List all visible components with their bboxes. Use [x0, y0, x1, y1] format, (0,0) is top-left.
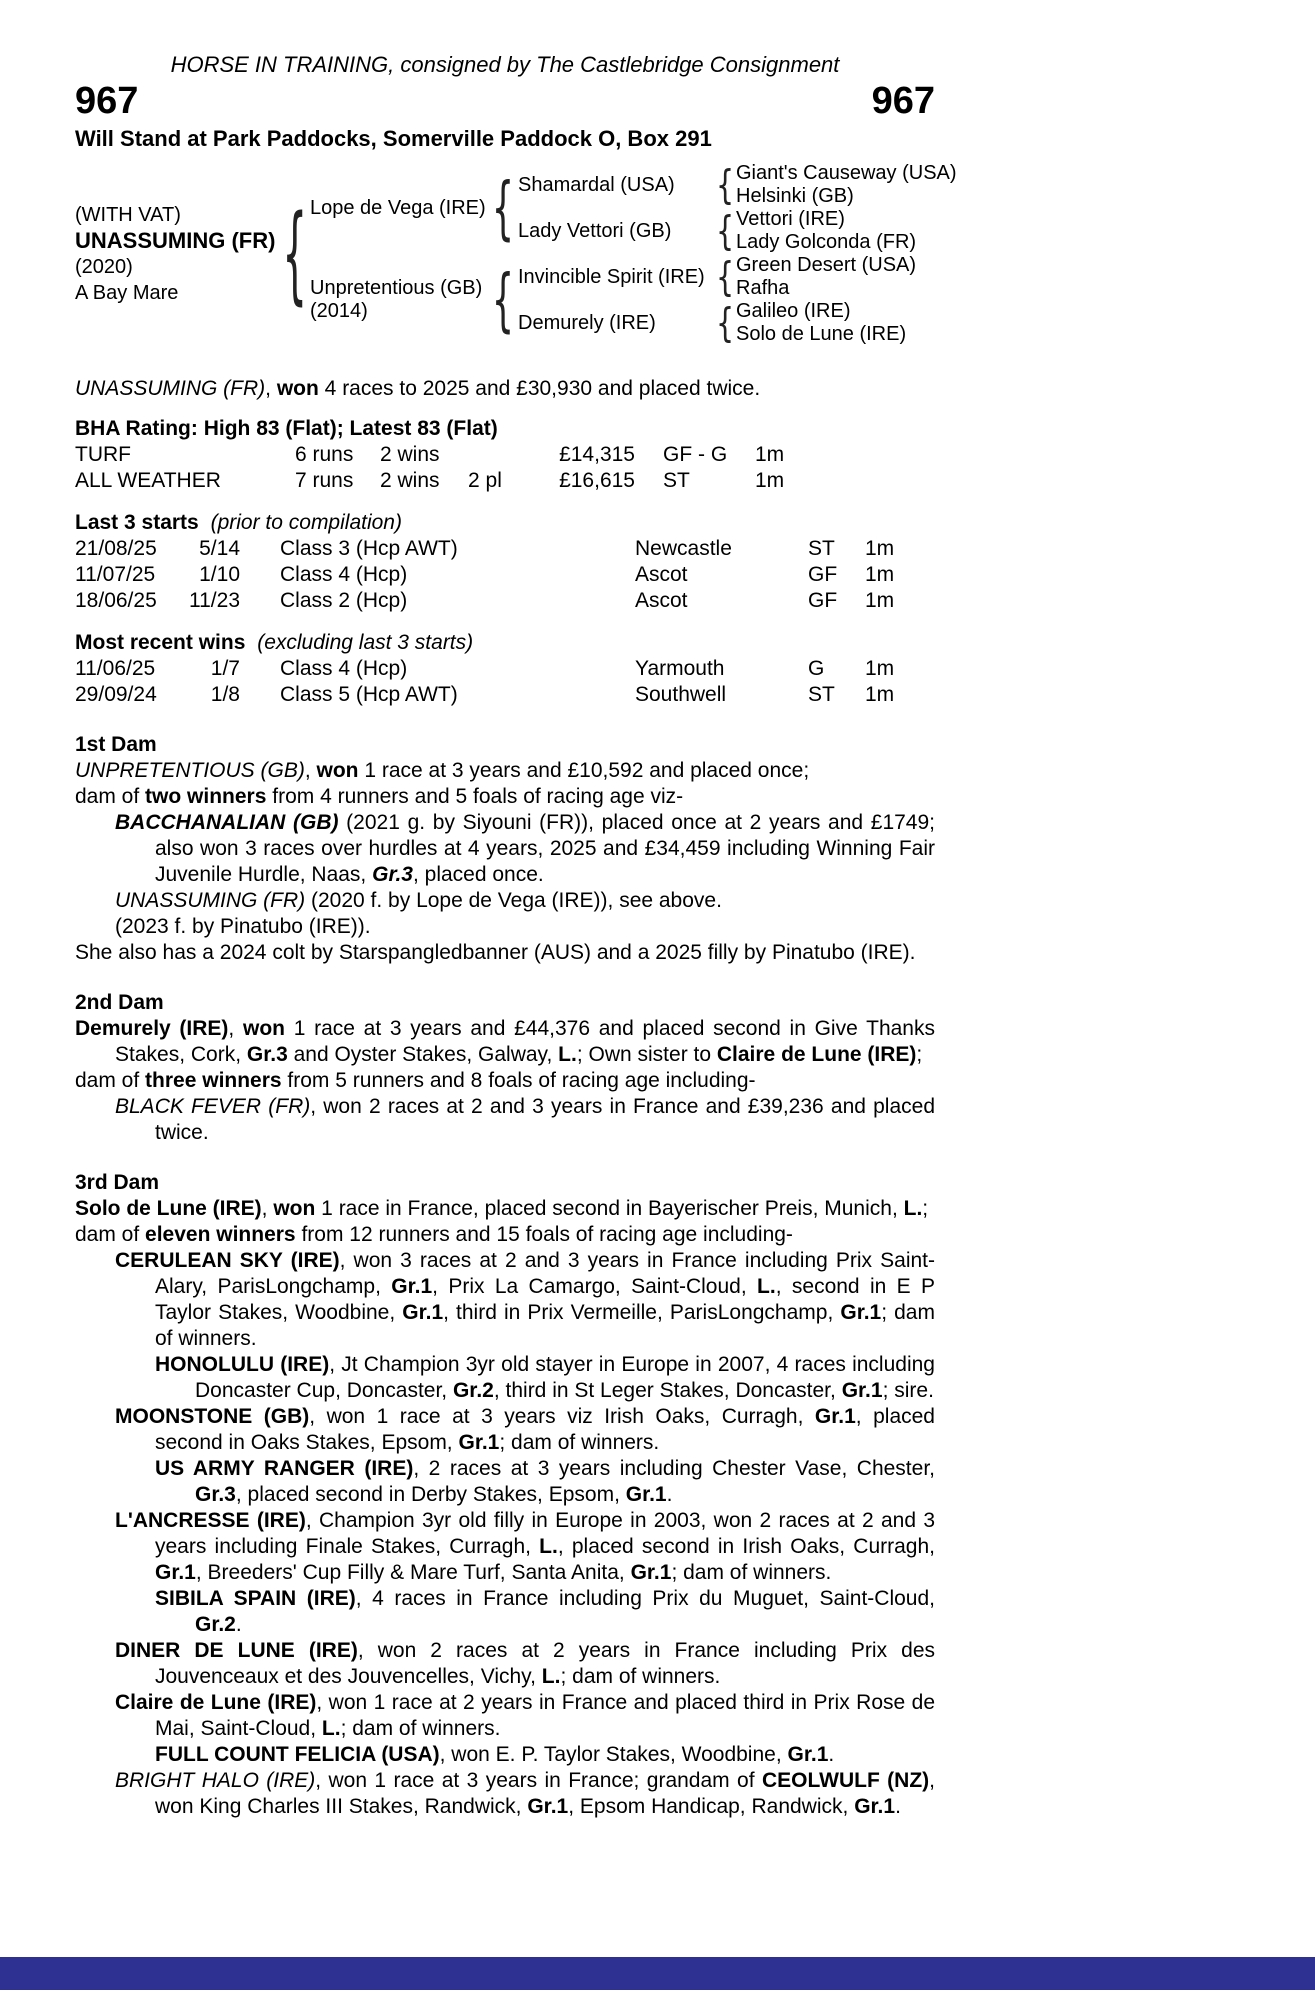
horse-name: UNASSUMING (FR) [75, 228, 276, 253]
distance-cell: 1m [755, 469, 785, 492]
horse-colour-sex: A Bay Mare [75, 282, 179, 304]
produce-paragraph: MOONSTONE (GB), won 1 race at 3 years viz Irish Oaks, Curragh, Gr.1, placed second in Oaks Stakes, Epsom, Gr.1; dam of winners. [115, 1405, 935, 1454]
going-cell: GF [808, 563, 838, 586]
race-cell: Class 5 (Hcp AWT) [280, 683, 458, 706]
great-grandparent-name: Galileo (IRE) [736, 300, 851, 322]
start-row [75, 536, 935, 562]
position-cell: 1/7 [210, 657, 240, 680]
dam-paragraph: dam of eleven winners from 12 runners and 15 foals of racing age including- [75, 1223, 793, 1246]
dam-heading: 3rd Dam [75, 1171, 160, 1194]
produce-paragraph: FULL COUNT FELICIA (USA), won E. P. Taylor Stakes, Woodbine, Gr.1. [155, 1743, 835, 1766]
produce-paragraph: US ARMY RANGER (IRE), 2 races at 3 years including Chester Vase, Chester, Gr.3, placed second in Derby Stakes, Epsom, Gr.1. [155, 1457, 935, 1506]
recent-wins-section [75, 630, 935, 708]
dam-section-2 [75, 990, 935, 1146]
produce-paragraph: (2023 f. by Pinatubo (IRE)). [115, 915, 371, 938]
granddam-name: Lady Vettori (GB) [518, 219, 672, 242]
placed-cell: 2 pl [468, 469, 502, 492]
last-starts-section [75, 510, 935, 614]
date-cell: 21/08/25 [75, 537, 157, 560]
produce-paragraph: CERULEAN SKY (IRE), won 3 races at 2 and 3 years in France including Prix Saint-Alary, ParisLongchamp, Gr.1, Prix La Camargo, Saint-Cloud, L., second in E P Taylor Stakes, Woodbine, Gr.1, third in Prix Vermeille, ParisLongchamp, Gr.1; dam of winners. [115, 1249, 936, 1350]
earnings-cell: £16,615 [559, 469, 635, 492]
dam-heading: 1st Dam [75, 733, 157, 756]
lot-number-left: 967 [75, 80, 139, 122]
going-cell: GF [808, 589, 838, 612]
pedigree-table [75, 162, 957, 346]
page-content [75, 0, 957, 1820]
going-cell: ST [663, 469, 690, 492]
great-grandparent-name: Lady Golconda (FR) [736, 231, 917, 253]
sire-name: Lope de Vega (IRE) [310, 196, 486, 219]
dam-paragraph: Solo de Lune (IRE), won 1 race in France, placed second in Bayerischer Preis, Munich, L.; [75, 1197, 929, 1220]
last-starts-note: (prior to compilation) [210, 511, 402, 534]
position-cell: 5/14 [199, 537, 240, 560]
position-cell: 1/10 [199, 563, 240, 586]
dam-paragraph: UNPRETENTIOUS (GB), won 1 race at 3 years and £10,592 and placed once; [75, 759, 810, 782]
great-grandparent-name: Vettori (IRE) [736, 208, 845, 230]
distance-cell: 1m [755, 443, 785, 466]
dam-heading: 2nd Dam [75, 991, 164, 1014]
produce-paragraph: HONOLULU (IRE), Jt Champion 3yr old stayer in Europe in 2007, 4 races including Doncaster Cup, Doncaster, Gr.2, third in St Leger Stakes, Doncaster, Gr.1; sire. [155, 1353, 935, 1402]
pedigree-horse-block [75, 162, 280, 346]
surface-summary-row [75, 442, 935, 468]
great-grandparent-name: Rafha [736, 277, 790, 299]
consignor-line: HORSE IN TRAINING, consigned by The Castlebridge Consignment [170, 52, 840, 77]
stand-location-line: Will Stand at Park Paddocks, Somerville Paddock O, Box 291 [75, 126, 712, 151]
date-cell: 18/06/25 [75, 589, 157, 612]
dam-section-1 [75, 732, 935, 966]
dam-name: Unpretentious (GB) [310, 277, 483, 299]
pedigree-outer-brace-icon [280, 162, 310, 346]
dam-paragraph: She also has a 2024 colt by Starspangledbanner (AUS) and a 2025 filly by Pinatubo (IRE). [75, 941, 916, 964]
produce-paragraph: DINER DE LUNE (IRE), won 2 races at 2 years in France including Prix des Jouvenceaux et des Jouvencelles, Vichy, L.; dam of winners. [115, 1639, 935, 1688]
produce-paragraph: Claire de Lune (IRE), won 1 race at 2 years in France and placed third in Prix Rose de Mai, Saint-Cloud, L.; dam of winners. [115, 1691, 935, 1740]
race-cell: Class 4 (Hcp) [280, 563, 408, 586]
wins-cell: 2 wins [380, 443, 440, 466]
produce-paragraph: BLACK FEVER (FR), won 2 races at 2 and 3 years in France and £39,236 and placed twice. [115, 1095, 936, 1144]
grandsire-name: Invincible Spirit (IRE) [518, 265, 705, 288]
dam-block [310, 254, 488, 346]
ggp-brace-icon [714, 208, 736, 254]
distance-cell: 1m [865, 537, 895, 560]
win-row [75, 682, 935, 708]
distance-cell: 1m [865, 589, 895, 612]
last-starts-title: Last 3 starts [75, 511, 199, 534]
produce-paragraph: L'ANCRESSE (IRE), Champion 3yr old filly in Europe in 2003, won 2 races at 2 and 3 years including Finale Stakes, Curragh, L., placed second in Irish Oaks, Curragh, Gr.1, Breeders' Cup Filly & Mare Turf, Santa Anita, Gr.1; dam of winners. [115, 1509, 935, 1584]
race-summary-line: UNASSUMING (FR), won 4 races to 2025 and £30,930 and placed twice. [75, 377, 761, 400]
going-cell: G [808, 657, 825, 680]
dam-paragraph: dam of two winners from 4 runners and 5 foals of racing age viz- [75, 785, 684, 808]
course-cell: Ascot [635, 589, 688, 612]
distance-cell: 1m [865, 683, 895, 706]
produce-paragraph: UNASSUMING (FR) (2020 f. by Lope de Vega (IRE)), see above. [115, 889, 722, 912]
footer-bar [0, 1957, 1315, 1990]
going-cell: GF - G [663, 443, 728, 466]
going-cell: ST [808, 683, 835, 706]
surface-label: ALL WEATHER [75, 469, 221, 492]
course-cell: Ascot [635, 563, 688, 586]
race-cell: Class 3 (Hcp AWT) [280, 537, 458, 560]
distance-cell: 1m [865, 563, 895, 586]
great-grandparent-name: Green Desert (USA) [736, 254, 917, 276]
ggp-brace-icon [714, 162, 736, 208]
runs-cell: 6 runs [295, 443, 354, 466]
going-cell: ST [808, 537, 835, 560]
wins-cell: 2 wins [380, 469, 440, 492]
course-cell: Newcastle [635, 537, 732, 560]
win-row [75, 656, 935, 682]
dam-paragraph: Demurely (IRE), won 1 race at 3 years and £44,376 and placed second in Give Thanks Stakes, Cork, Gr.3 and Oyster Stakes, Galway, L.; Own sister to Claire de Lune (IRE); [75, 1017, 935, 1066]
sire-brace-icon [488, 162, 518, 254]
dam-year: (2014) [310, 300, 368, 322]
grandsire-name: Shamardal (USA) [518, 173, 675, 196]
ggp-brace-icon [714, 254, 736, 300]
produce-paragraph: BRIGHT HALO (IRE), won 1 race at 3 years in France; grandam of CEOLWULF (NZ), won King Charles III Stakes, Randwick, Gr.1, Epsom Handicap, Randwick, Gr.1. [115, 1769, 935, 1818]
bha-rating-line: BHA Rating: High 83 (Flat); Latest 83 (Flat) [75, 417, 498, 440]
date-cell: 29/09/24 [75, 683, 157, 706]
date-cell: 11/07/25 [75, 563, 156, 586]
start-row [75, 562, 935, 588]
produce-paragraph: SIBILA SPAIN (IRE), 4 races in France including Prix du Muguet, Saint-Cloud, Gr.2. [155, 1587, 936, 1636]
race-cell: Class 2 (Hcp) [280, 589, 408, 612]
lot-number-right: 967 [871, 80, 935, 122]
position-cell: 11/23 [189, 589, 240, 612]
course-cell: Southwell [635, 683, 727, 706]
start-row [75, 588, 935, 614]
great-grandparent-name: Solo de Lune (IRE) [736, 323, 907, 345]
ggp-brace-icon [714, 300, 736, 346]
course-cell: Yarmouth [635, 657, 725, 680]
great-grandparent-name: Giant's Causeway (USA) [736, 162, 957, 184]
surface-label: TURF [75, 443, 131, 466]
dam-paragraph: dam of three winners from 5 runners and 8 foals of racing age including- [75, 1069, 756, 1092]
position-cell: 1/8 [210, 683, 240, 706]
last-starts-heading [75, 510, 935, 536]
granddam-name: Demurely (IRE) [518, 311, 656, 334]
distance-cell: 1m [865, 657, 895, 680]
placed-cell [468, 442, 530, 468]
vat-note: (WITH VAT) [75, 204, 181, 226]
recent-wins-note: (excluding last 3 starts) [257, 631, 474, 654]
race-cell: Class 4 (Hcp) [280, 657, 408, 680]
dam-section-3 [75, 1170, 935, 1820]
runs-cell: 7 runs [295, 469, 354, 492]
date-cell: 11/06/25 [75, 657, 156, 680]
dam-brace-icon [488, 254, 518, 346]
lot-number-row [75, 80, 935, 122]
horse-year: (2020) [75, 256, 133, 278]
recent-wins-heading [75, 630, 935, 656]
recent-wins-title: Most recent wins [75, 631, 246, 654]
earnings-cell: £14,315 [559, 443, 635, 466]
great-grandparent-name: Helsinki (GB) [736, 185, 854, 207]
surface-summary-row [75, 468, 935, 494]
produce-paragraph: BACCHANALIAN (GB) (2021 g. by Siyouni (FR)), placed once at 2 years and £1749; also won 3 races over hurdles at 4 years, 2025 and £34,459 including Winning Fair Juvenile Hurdle, Naas, Gr.3, placed once. [115, 811, 935, 886]
